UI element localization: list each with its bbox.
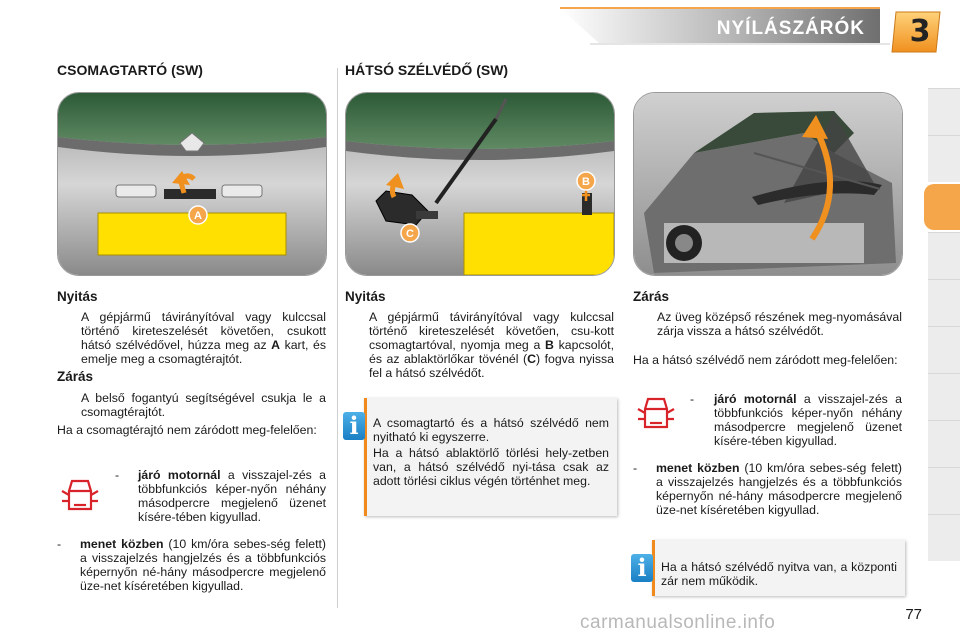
trunk-close-text: A belső fogantyú segítségével csukja le a csomagtérajtót. <box>81 391 326 419</box>
side-tab-4[interactable] <box>928 232 960 279</box>
side-tab-9[interactable] <box>928 467 960 514</box>
chapter-title: NYÍLÁSZÁRÓK <box>716 18 865 39</box>
rear-window-open-photo <box>633 92 903 276</box>
dash-glyph: - <box>690 392 695 406</box>
rear-window-close-text: Az üveg középső részének meg-nyomásával zárja vissza a hátsó szélvédőt. <box>657 310 902 338</box>
info-text-2: Ha a hátsó ablaktörlő törlési hely-zetben van, a hátsó szélvédő nyi-tása csak az adott törlési ciklus végén történhet meg. <box>373 446 609 488</box>
trunk-open-text: A gépjármű távirányítóval vagy kulccsal történő kireteszelését követően, csukott hátsó szélvédővel, húzza meg az A kart, és emelje meg a csomagtérajtót. <box>81 310 326 366</box>
side-tab-8[interactable] <box>928 420 960 467</box>
side-tab-2[interactable] <box>928 135 960 182</box>
info-box-central-lock <box>652 540 905 596</box>
side-tab-10[interactable] <box>928 514 960 561</box>
trunk-warn-intro: Ha a csomagtérajtó nem záródott meg-felelően: <box>57 423 317 437</box>
rear-window-illustration <box>346 93 614 275</box>
info-text-1: A csomagtartó és a hátsó szélvédő nem nyitható ki egyszerre. <box>373 416 609 444</box>
callout-c-label: C <box>406 228 414 240</box>
trunk-photo <box>57 92 327 276</box>
dash-glyph: - <box>115 468 120 482</box>
dash-glyph: - <box>57 537 62 551</box>
info-box-trunk-window <box>364 398 617 516</box>
trunk-warn-moving: menet közben (10 km/óra sebes-ség felett) a visszajelzés hangjelzés és a többfunkciós képernyőn né-hány másodpercre megjelenő üze-net kíséretében kigyullad. <box>80 537 327 593</box>
chapter-number: 3 <box>909 14 931 49</box>
side-tab-6[interactable] <box>928 326 960 373</box>
open-rear-window-illustration <box>634 93 902 275</box>
rear-window-open-title: Nyitás <box>345 289 386 304</box>
rear-window-warn-moving: menet közben (10 km/óra sebes-ség felett) a visszajelzés hangjelzés és a többfunkciós képernyőn né-hány másodpercre megjelenő üze-net kíséretében kigyullad. <box>656 461 903 517</box>
side-tab-active[interactable] <box>924 184 960 230</box>
open-door-warning-icon <box>60 475 100 515</box>
rear-window-warn-intro: Ha a hátsó szélvédő nem záródott meg-felelően: <box>633 353 898 367</box>
trunk-illustration <box>58 93 326 275</box>
side-tab-7[interactable] <box>928 373 960 420</box>
rear-window-open-text: A gépjármű távirányítóval vagy kulccsal történő kireteszelését követően, csu-kott csomagtartóval, nyomja meg a B kapcsolót, és az ablaktörlőkar tövénél (C) fogva nyissa fel a hátsó szélvédőt. <box>369 310 615 380</box>
info-icon: i <box>631 554 653 582</box>
trunk-open-title: Nyitás <box>57 289 98 304</box>
info-text-central-lock: Ha a hátsó szélvédő nyitva van, a központi zár nem működik. <box>661 560 897 588</box>
callout-b-label: B <box>582 176 590 188</box>
trunk-warn-engine: járó motornál a visszajel-zés a többfunkciós képer-nyőn néhány másodpercre megjelenő üzenet kísére-tében kigyullad. <box>138 468 327 524</box>
dash-glyph: - <box>633 461 638 475</box>
rear-window-close-title: Zárás <box>633 289 670 304</box>
section-title-trunk: CSOMAGTARTÓ (SW) <box>57 62 203 78</box>
section-title-rear-window: HÁTSÓ SZÉLVÉDŐ (SW) <box>345 62 509 78</box>
page-number: 77 <box>905 606 922 623</box>
column-divider <box>337 68 338 608</box>
watermark: carmanualsonline.info <box>580 612 776 633</box>
trunk-close-title: Zárás <box>57 369 94 384</box>
rear-window-photo <box>345 92 615 276</box>
side-tab-5[interactable] <box>928 279 960 326</box>
rear-window-warn-engine: járó motornál a visszajel-zés a többfunkciós képer-nyőn néhány másodpercre megjelenő üzenet kísére-tében kigyullad. <box>714 392 903 448</box>
side-tab-1[interactable] <box>928 88 960 135</box>
open-window-warning-icon <box>636 393 676 433</box>
info-icon: i <box>343 412 365 440</box>
callout-a-label: A <box>194 210 202 222</box>
